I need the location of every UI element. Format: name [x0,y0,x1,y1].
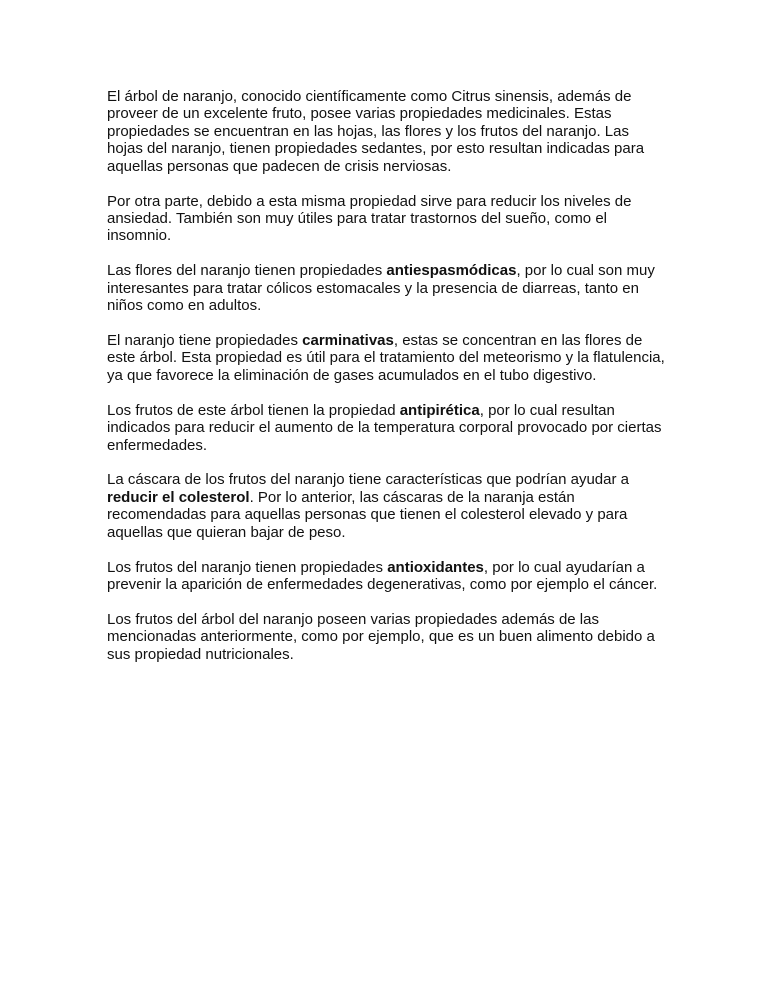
paragraph-text: La cáscara de los frutos del naranjo tiene características que podrían ayudar a [107,471,629,489]
paragraph-text: Los frutos del árbol del naranjo poseen varias propiedades además de las mencionadas anteriormente, como por ejemplo, que es un buen alimento debido a sus propiedad nutricionales. [107,610,655,663]
paragraph-text: , por lo cual ayudarían a prevenir la aparición de enfermedades degenerativas, como por ejemplo el cáncer. [107,558,658,593]
paragraph-text: Los frutos de este árbol tienen la propiedad [107,401,400,419]
document-page [107,88,667,681]
paragraph-5 [107,402,667,454]
bold-term-reducir-colesterol: reducir el colesterol [107,488,250,506]
paragraph-7 [107,559,667,594]
paragraph-6 [107,471,667,541]
paragraph-text: , estas se concentran en las flores de este árbol. Esta propiedad es útil para el tratamiento del meteorismo y la flatulencia, ya que favorece la eliminación de gases acumulados en el tubo digestivo. [107,331,665,384]
paragraph-text: Por otra parte, debido a esta misma propiedad sirve para reducir los niveles de ansiedad. También son muy útiles para tratar trastornos del sueño, como el insomnio. [107,192,632,245]
paragraph-text: El naranjo tiene propiedades [107,331,303,349]
bold-term-carminativas: carminativas [302,331,394,349]
paragraph-text: . Por lo anterior, las cáscaras de la naranja están recomendadas para aquellas personas que tienen el colesterol elevado y para aquellas que quieran bajar de peso. [107,488,628,541]
bold-term-antipiretica: antipirética [399,401,480,419]
paragraph-text: Las flores del naranjo tienen propiedades [107,262,387,280]
bold-term-antiespasmodicas: antiespasmódicas [386,262,517,280]
paragraph-text: Los frutos del naranjo tienen propiedades [107,558,388,576]
paragraph-3 [107,262,667,314]
paragraph-text: , por lo cual resultan indicados para reducir el aumento de la temperatura corporal provocado por ciertas enfermedades. [107,401,662,454]
paragraph-8 [107,611,667,663]
paragraph-1 [107,88,667,175]
paragraph-text: , por lo cual son muy interesantes para tratar cólicos estomacales y la presencia de diarreas, tanto en niños como en adultos. [107,262,655,315]
paragraph-2 [107,193,667,245]
bold-term-antioxidantes: antioxidantes [387,558,484,576]
paragraph-text: El árbol de naranjo, conocido científicamente como Citrus sinensis, además de proveer de un excelente fruto, posee varias propiedades medicinales. Estas propiedades se encuentran en las hojas, las flores y los frutos del naranjo. Las hojas del naranjo, tienen propiedades sedantes, por esto resultan indicadas para aquellas personas que padecen de crisis nerviosas. [107,88,645,175]
paragraph-4 [107,332,667,384]
